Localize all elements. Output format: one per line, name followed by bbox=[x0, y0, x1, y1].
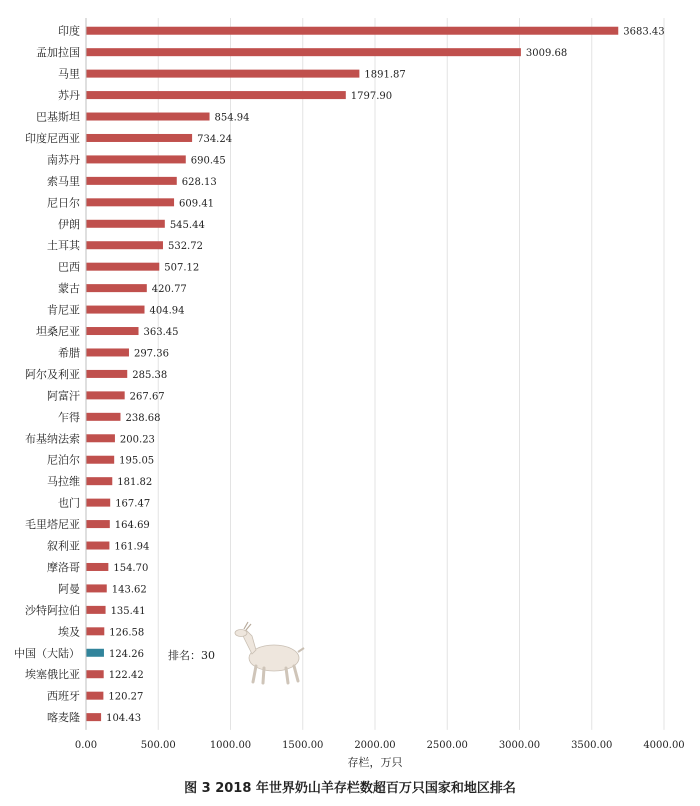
bar bbox=[86, 627, 104, 635]
category-label: 孟加拉国 bbox=[36, 46, 80, 60]
category-label: 沙特阿拉伯 bbox=[25, 603, 80, 617]
category-label: 阿尔及利亚 bbox=[25, 367, 80, 381]
value-label: 124.26 bbox=[108, 648, 144, 660]
bar bbox=[86, 456, 114, 464]
category-label: 马里 bbox=[58, 67, 80, 81]
bar bbox=[86, 91, 346, 99]
category-label: 苏丹 bbox=[58, 89, 80, 103]
value-label: 195.05 bbox=[119, 455, 155, 467]
value-label: 420.77 bbox=[151, 284, 187, 296]
x-axis-label: 存栏，万只 bbox=[347, 755, 403, 769]
value-label: 3009.68 bbox=[525, 48, 568, 60]
value-label: 297.36 bbox=[133, 348, 169, 360]
bar bbox=[86, 241, 163, 249]
bar bbox=[86, 306, 145, 314]
bar bbox=[86, 198, 174, 206]
value-label: 1797.90 bbox=[350, 91, 393, 103]
category-label: 印度 bbox=[58, 24, 80, 38]
x-tick-label: 3500.00 bbox=[571, 739, 613, 751]
category-labels bbox=[14, 24, 81, 724]
value-label: 164.69 bbox=[114, 520, 150, 532]
category-label: 尼日尔 bbox=[47, 196, 80, 210]
rank-annotation: 排名：30 bbox=[168, 648, 215, 662]
bar bbox=[86, 584, 107, 592]
x-tick-label: 500.00 bbox=[140, 739, 176, 751]
figure-caption: 图 3 2018 年世界奶山羊存栏数超百万只国家和地区排名 bbox=[184, 781, 516, 796]
bar bbox=[86, 284, 147, 292]
category-label: 巴基斯坦 bbox=[36, 110, 80, 124]
bar bbox=[86, 499, 110, 507]
value-label: 285.38 bbox=[132, 369, 168, 381]
value-label: 267.67 bbox=[129, 391, 165, 403]
x-tick-labels bbox=[75, 740, 685, 751]
bar bbox=[86, 327, 139, 335]
bar bbox=[86, 370, 127, 378]
category-label: 巴西 bbox=[58, 260, 80, 274]
category-label: 索马里 bbox=[47, 174, 80, 188]
bar bbox=[86, 113, 210, 121]
value-label: 200.23 bbox=[119, 434, 155, 446]
value-label: 854.94 bbox=[214, 112, 250, 124]
bar bbox=[86, 27, 618, 35]
bar bbox=[86, 70, 359, 78]
bar bbox=[86, 48, 521, 56]
bar bbox=[86, 434, 115, 442]
bar bbox=[86, 692, 103, 700]
value-label: 120.27 bbox=[108, 691, 144, 703]
category-label: 西班牙 bbox=[47, 689, 80, 703]
category-label: 肯尼亚 bbox=[47, 303, 80, 317]
category-label: 南苏丹 bbox=[47, 153, 80, 167]
value-labels bbox=[106, 27, 665, 724]
value-label: 404.94 bbox=[149, 305, 185, 317]
category-label: 坦桑尼亚 bbox=[36, 325, 80, 339]
category-label: 马拉维 bbox=[47, 475, 80, 489]
value-label: 122.42 bbox=[108, 670, 144, 682]
x-tick-label: 0.00 bbox=[74, 739, 98, 751]
category-label: 埃塞俄比亚 bbox=[25, 668, 80, 682]
category-label: 布基纳法索 bbox=[25, 432, 80, 446]
bar bbox=[86, 670, 104, 678]
category-label: 尼泊尔 bbox=[47, 453, 80, 467]
category-label: 阿富汗 bbox=[47, 389, 80, 403]
x-tick-label: 2000.00 bbox=[354, 739, 396, 751]
category-label: 喀麦隆 bbox=[47, 711, 80, 725]
value-label: 126.58 bbox=[109, 627, 145, 639]
bar bbox=[86, 391, 125, 399]
category-label: 叙利亚 bbox=[47, 539, 80, 553]
bar bbox=[86, 220, 165, 228]
value-label: 690.45 bbox=[190, 155, 226, 167]
category-label: 伊朗 bbox=[58, 217, 80, 231]
category-label: 阿曼 bbox=[58, 582, 80, 596]
value-label: 628.13 bbox=[181, 176, 217, 188]
value-label: 143.62 bbox=[111, 584, 147, 596]
value-label: 3683.43 bbox=[623, 26, 665, 38]
bar bbox=[86, 413, 120, 421]
bar bbox=[86, 477, 112, 485]
category-label: 埃及 bbox=[58, 625, 80, 639]
x-tick-label: 1000.00 bbox=[209, 739, 252, 751]
bar bbox=[86, 134, 192, 142]
gridlines bbox=[158, 18, 664, 730]
bar bbox=[86, 348, 129, 356]
value-label: 545.44 bbox=[169, 219, 205, 231]
category-label: 乍得 bbox=[58, 410, 80, 424]
bar bbox=[86, 542, 109, 550]
category-label: 印度尼西亚 bbox=[25, 131, 80, 145]
category-label: 蒙古 bbox=[58, 282, 80, 296]
value-label: 104.43 bbox=[106, 713, 142, 725]
x-tick-label: 3000.00 bbox=[498, 739, 541, 751]
bar bbox=[86, 155, 186, 163]
value-label: 167.47 bbox=[115, 498, 151, 510]
bar bbox=[86, 263, 159, 271]
category-label: 土耳其 bbox=[47, 239, 80, 253]
value-label: 181.82 bbox=[117, 477, 153, 489]
category-label: 毛里塔尼亚 bbox=[25, 518, 80, 532]
bar bbox=[86, 713, 101, 721]
bar-highlighted bbox=[86, 649, 104, 657]
category-label: 希腊 bbox=[58, 346, 80, 360]
value-label: 135.41 bbox=[110, 605, 146, 617]
value-label: 238.68 bbox=[125, 412, 161, 424]
value-label: 363.45 bbox=[143, 327, 179, 339]
bar bbox=[86, 520, 110, 528]
value-label: 532.72 bbox=[167, 241, 203, 253]
x-tick-label: 1500.00 bbox=[282, 739, 324, 751]
category-label: 中国（大陆） bbox=[14, 646, 80, 660]
bar bbox=[86, 563, 108, 571]
value-label: 1891.87 bbox=[364, 69, 406, 81]
value-label: 507.12 bbox=[164, 262, 200, 274]
goat-icon bbox=[235, 622, 304, 683]
value-label: 161.94 bbox=[114, 541, 150, 553]
x-tick-label: 2500.00 bbox=[426, 739, 468, 751]
category-label: 也门 bbox=[58, 496, 80, 510]
x-tick-label: 4000.00 bbox=[643, 739, 685, 751]
bar bbox=[86, 606, 106, 614]
category-label: 摩洛哥 bbox=[47, 560, 80, 574]
value-label: 734.24 bbox=[197, 133, 233, 145]
bar bbox=[86, 177, 177, 185]
value-label: 154.70 bbox=[113, 562, 149, 574]
value-label: 609.41 bbox=[179, 198, 215, 210]
